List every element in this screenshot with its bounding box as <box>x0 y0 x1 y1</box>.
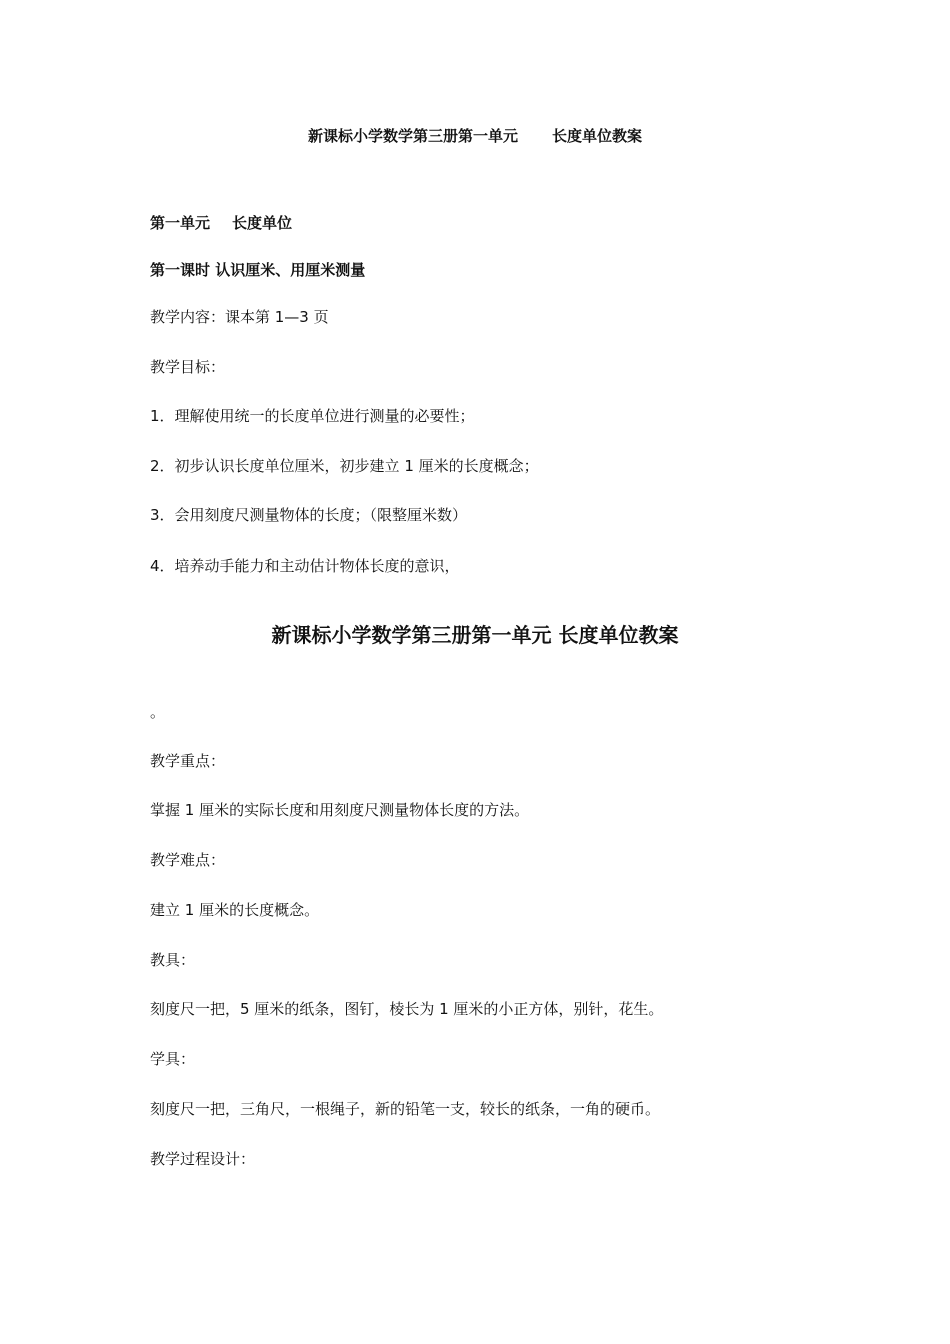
document-header-title <box>0 126 950 146</box>
focus-text: 掌握 1 厘米的实际长度和用刻度尺测量物体长度的方法。 <box>150 801 530 819</box>
process-label: 教学过程设计： <box>150 1150 256 1168</box>
student-tools-text: 刻度尺一把，三角尺，一根绳子，新的铅笔一支，较长的纸条，一角的硬币。 <box>150 1100 661 1118</box>
focus-label: 教学重点： <box>150 752 226 770</box>
goal-item-3: 3．会用刻度尺测量物体的长度；（限整厘米数） <box>150 506 468 524</box>
goal-item-4: 4．培养动手能力和主动估计物体长度的意识， <box>150 557 460 575</box>
teacher-tools-text: 刻度尺一把，5 厘米的纸条，图钉，棱长为 1 厘米的小正方体，别针，花生。 <box>150 1000 664 1018</box>
goals-label: 教学目标： <box>150 358 226 376</box>
difficulty-text: 建立 1 厘米的长度概念。 <box>150 901 320 919</box>
period-mark: 。 <box>150 703 166 721</box>
unit-heading <box>150 213 292 233</box>
goal-item-1: 1．理解使用统一的长度单位进行测量的必要性； <box>150 407 475 425</box>
teacher-tools-label: 教具： <box>150 951 196 969</box>
header-title-right: 长度单位教案 <box>552 127 643 145</box>
page-title: 新课标小学数学第三册第一单元 长度单位教案 <box>271 623 679 647</box>
unit-heading-right: 长度单位 <box>232 214 293 232</box>
unit-heading-left: 第一单元 <box>150 214 211 232</box>
goal-item-2: 2．初步认识长度单位厘米，初步建立 1 厘米的长度概念； <box>150 457 539 475</box>
difficulty-label: 教学难点： <box>150 851 226 869</box>
lesson-heading: 第一课时 认识厘米、用厘米测量 <box>150 261 366 279</box>
teaching-content: 教学内容：课本第 1—3 页 <box>150 308 329 326</box>
student-tools-label: 学具： <box>150 1050 196 1068</box>
header-title-left: 新课标小学数学第三册第一单元 <box>307 127 518 145</box>
